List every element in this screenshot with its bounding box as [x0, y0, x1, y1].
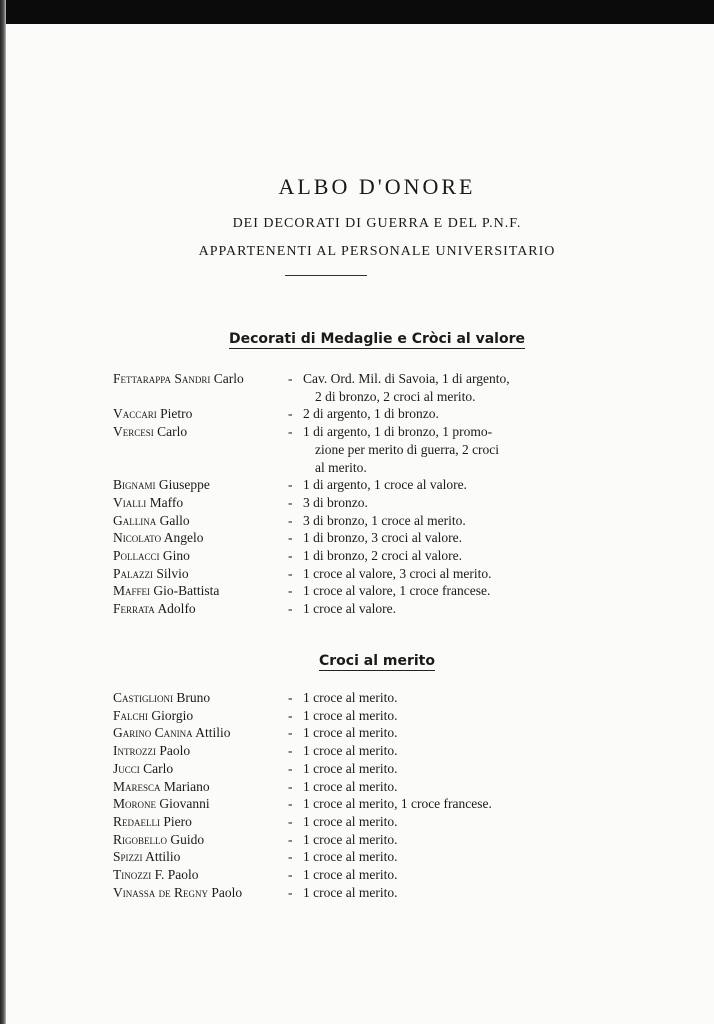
- entry-given-name: Attilio: [145, 849, 181, 865]
- entry-surname: Gallina: [113, 512, 157, 528]
- entry-surname: Spizzi: [113, 849, 143, 865]
- entry-surname: Vinassa de Regny: [113, 884, 209, 900]
- list-item: [113, 795, 573, 813]
- separator-dash: -: [288, 778, 293, 794]
- list-item: [113, 370, 573, 405]
- entry-decorations: [303, 778, 573, 796]
- list-item: [113, 600, 573, 618]
- list-item: [113, 423, 573, 476]
- list-item: [113, 529, 573, 547]
- entry-surname: Tinozzi: [113, 867, 152, 883]
- entry-decorations: [303, 405, 573, 423]
- separator-dash: -: [288, 831, 293, 847]
- entry-name: [113, 600, 288, 618]
- scan-left-edge: [0, 0, 6, 1024]
- entry-name: [113, 884, 288, 902]
- entry-desc-line: 1 di argento, 1 croce al valore.: [303, 477, 467, 493]
- list-item: [113, 848, 573, 866]
- separator-dash: -: [288, 813, 293, 829]
- entry-given-name: Adolfo: [157, 601, 196, 617]
- separator-dash: -: [288, 565, 293, 581]
- entry-surname: Redaelli: [113, 813, 160, 829]
- separator-dash: -: [288, 884, 293, 900]
- entry-desc-line: Cav. Ord. Mil. di Savoia, 1 di argento,: [303, 371, 510, 386]
- entry-desc-line: 1 croce al valore, 1 croce francese.: [303, 583, 491, 599]
- entry-decorations: [303, 866, 573, 884]
- list-item: [113, 724, 573, 742]
- entry-surname: Fettarappa Sandri: [113, 371, 211, 386]
- entry-desc-line: 1 croce al valore.: [303, 601, 396, 617]
- entry-given-name: Attilio: [195, 725, 231, 741]
- entry-name: [113, 405, 288, 423]
- entry-name: [113, 423, 288, 476]
- entry-surname: Jucci: [113, 760, 140, 776]
- separator-dash: -: [288, 867, 293, 883]
- entry-desc-line: 1 croce al merito.: [303, 867, 398, 883]
- entry-name: [113, 476, 288, 494]
- separator-dash: -: [288, 601, 293, 617]
- entry-desc-line: 1 di argento, 1 di bronzo, 1 promo-: [303, 424, 493, 440]
- list-item: [113, 813, 573, 831]
- entry-surname: Morone: [113, 796, 157, 812]
- entry-given-name: Carlo: [157, 424, 188, 440]
- entry-given-name: Mariano: [163, 778, 210, 794]
- entry-name: [113, 512, 288, 530]
- entry-decorations: [303, 565, 573, 583]
- entry-name: [113, 547, 288, 565]
- separator-dash: -: [288, 690, 293, 705]
- entry-given-name: Silvio: [156, 565, 189, 581]
- entry-surname: Vercesi: [113, 424, 154, 440]
- valore-list: [113, 370, 573, 618]
- list-item: [113, 582, 573, 600]
- scan-top-border: [0, 0, 714, 24]
- separator-dash: -: [288, 494, 293, 510]
- entry-surname: Vaccari: [113, 406, 157, 422]
- entry-desc-line: 3 di bronzo, 1 croce al merito.: [303, 512, 466, 528]
- list-item: [113, 405, 573, 423]
- entry-decorations: [303, 813, 573, 831]
- entry-decorations: [303, 707, 573, 725]
- entry-surname: Castiglioni: [113, 690, 173, 705]
- entry-decorations: [303, 689, 573, 707]
- entry-name: [113, 813, 288, 831]
- entry-surname: Garino Canina: [113, 725, 193, 741]
- list-item: [113, 831, 573, 849]
- entry-desc-line: 2 di argento, 1 di bronzo.: [303, 406, 439, 422]
- entry-surname: Introzzi: [113, 743, 156, 759]
- entry-decorations: [303, 760, 573, 778]
- entry-given-name: Giuseppe: [158, 477, 210, 493]
- entry-name: [113, 494, 288, 512]
- list-item: [113, 866, 573, 884]
- entry-given-name: Gio-Battista: [153, 583, 220, 599]
- entry-given-name: Gallo: [159, 512, 190, 528]
- list-item: [113, 512, 573, 530]
- list-item: [113, 742, 573, 760]
- entry-name: [113, 778, 288, 796]
- entry-surname: Pollacci: [113, 548, 160, 564]
- separator-dash: -: [288, 424, 293, 440]
- entry-desc-line: 1 croce al merito.: [303, 690, 398, 705]
- divider: [285, 275, 367, 276]
- entry-surname: Palazzi: [113, 565, 153, 581]
- entry-desc-line: 1 croce al merito.: [303, 831, 398, 847]
- entry-name: [113, 689, 288, 707]
- list-item: [113, 494, 573, 512]
- entry-name: [113, 866, 288, 884]
- entry-given-name: Paolo: [159, 743, 191, 759]
- entry-surname: Ferrata: [113, 601, 155, 617]
- page-title: ALBO D'ONORE: [278, 174, 476, 199]
- separator-dash: -: [288, 371, 293, 386]
- entry-given-name: Carlo: [213, 371, 244, 386]
- separator-dash: -: [288, 477, 293, 493]
- entry-desc-line: zione per merito di guerra, 2 croci: [315, 441, 500, 457]
- entry-name: [113, 707, 288, 725]
- entry-desc-line: 1 croce al merito.: [303, 884, 398, 900]
- entry-name: [113, 724, 288, 742]
- entry-given-name: Bruno: [176, 690, 211, 705]
- entry-name: [113, 831, 288, 849]
- entry-given-name: Giorgio: [151, 707, 194, 723]
- merito-list: [113, 689, 573, 901]
- entry-desc-line: 1 di bronzo, 3 croci al valore.: [303, 530, 462, 546]
- separator-dash: -: [288, 707, 293, 723]
- entry-name: [113, 565, 288, 583]
- list-item: [113, 707, 573, 725]
- entry-surname: Bignami: [113, 477, 156, 493]
- entry-desc-line: 1 croce al merito.: [303, 760, 398, 776]
- list-item: [113, 547, 573, 565]
- entry-desc-line: 1 croce al merito.: [303, 743, 398, 759]
- entry-name: [113, 370, 288, 405]
- subtitle-2: APPARTENENTI AL PERSONALE UNIVERSITARIO: [198, 244, 556, 259]
- entry-decorations: [303, 547, 573, 565]
- entry-decorations: [303, 529, 573, 547]
- entry-name: [113, 529, 288, 547]
- entry-name: [113, 848, 288, 866]
- list-item: [113, 689, 573, 707]
- separator-dash: -: [288, 743, 293, 759]
- entry-given-name: Carlo: [143, 760, 174, 776]
- entry-given-name: Angelo: [163, 530, 204, 546]
- entry-given-name: Giovanni: [159, 796, 210, 812]
- list-item: [113, 884, 573, 902]
- separator-dash: -: [288, 583, 293, 599]
- separator-dash: -: [288, 796, 293, 812]
- entry-name: [113, 582, 288, 600]
- entry-given-name: Pietro: [160, 406, 193, 422]
- entry-desc-line: 1 croce al merito, 1 croce francese.: [303, 796, 492, 812]
- entry-given-name: Guido: [170, 831, 205, 847]
- entry-desc-line: 1 croce al merito.: [303, 849, 398, 865]
- separator-dash: -: [288, 530, 293, 546]
- list-item: [113, 476, 573, 494]
- entry-decorations: [303, 423, 573, 476]
- entry-decorations: [303, 742, 573, 760]
- entry-surname: Falchi: [113, 707, 149, 723]
- entry-decorations: [303, 600, 573, 618]
- separator-dash: -: [288, 512, 293, 528]
- entry-surname: Vialli: [113, 494, 147, 510]
- entry-given-name: Gino: [162, 548, 190, 564]
- separator-dash: -: [288, 760, 293, 776]
- entry-given-name: Maffo: [149, 494, 184, 510]
- entry-decorations: [303, 582, 573, 600]
- entry-decorations: [303, 476, 573, 494]
- list-item: [113, 778, 573, 796]
- separator-dash: -: [288, 725, 293, 741]
- entry-decorations: [303, 512, 573, 530]
- entry-decorations: [303, 884, 573, 902]
- entry-desc-line: 1 croce al merito.: [303, 813, 398, 829]
- entry-surname: Maffei: [113, 583, 151, 599]
- entry-decorations: [303, 494, 573, 512]
- entry-decorations: [303, 724, 573, 742]
- section-heading-merito: Croci al merito: [319, 653, 435, 669]
- entry-decorations: [303, 831, 573, 849]
- entry-desc-line: 3 di bronzo.: [303, 494, 368, 510]
- entry-name: [113, 742, 288, 760]
- entry-name: [113, 760, 288, 778]
- entry-surname: Maresca: [113, 778, 161, 794]
- entry-desc-line: 1 croce al merito.: [303, 725, 398, 741]
- entry-desc-line: 1 croce al valore, 3 croci al merito.: [303, 565, 492, 581]
- entry-desc-line: al merito.: [315, 459, 367, 475]
- entry-decorations: [303, 848, 573, 866]
- list-item: [113, 565, 573, 583]
- entry-given-name: Piero: [163, 813, 192, 829]
- entry-desc-line: 1 croce al merito.: [303, 707, 398, 723]
- list-item: [113, 760, 573, 778]
- entry-decorations: [303, 795, 573, 813]
- entry-given-name: Paolo: [211, 884, 243, 900]
- entry-name: [113, 795, 288, 813]
- entry-desc-line: 1 di bronzo, 2 croci al valore.: [303, 548, 462, 564]
- entry-desc-line: 2 di bronzo, 2 croci al merito.: [315, 388, 476, 404]
- entry-given-name: F. Paolo: [154, 867, 199, 883]
- entry-surname: Rigobello: [113, 831, 167, 847]
- section-heading-valore: Decorati di Medaglie e Cròci al valore: [229, 331, 525, 347]
- separator-dash: -: [288, 849, 293, 865]
- separator-dash: -: [288, 406, 293, 422]
- entry-surname: Nicolato: [113, 530, 162, 546]
- subtitle-1: DEI DECORATI DI GUERRA E DEL P.N.F.: [232, 216, 522, 231]
- entry-desc-line: 1 croce al merito.: [303, 778, 398, 794]
- entry-decorations: [303, 370, 573, 405]
- separator-dash: -: [288, 548, 293, 564]
